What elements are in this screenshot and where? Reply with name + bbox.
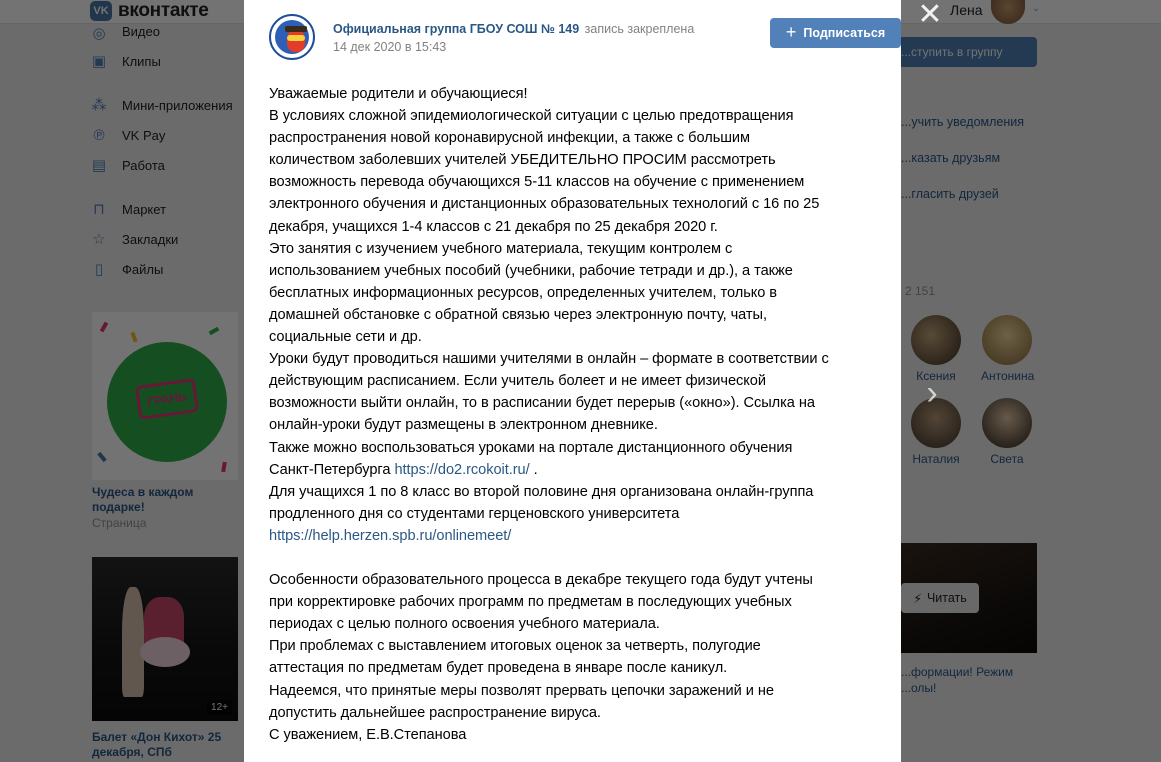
- close-icon[interactable]: ✕: [917, 0, 943, 31]
- post-line: При проблемах с выставлением итоговых оценок за четверть, полугодие: [269, 638, 761, 655]
- post-line: продленного дня со студентами герценовского университета: [269, 505, 680, 522]
- spb-suffix: .: [529, 461, 538, 478]
- post-line: периодах с целью полного освоения учебного материала.: [269, 616, 660, 633]
- post-line: декабря, учащихся 1-4 классов с 21 декабря по 25 декабря 2020 г.: [269, 218, 718, 235]
- post-line: распространения новой коронавирусной инфекции, а также с большим: [269, 130, 750, 147]
- group-emblem: [275, 20, 309, 54]
- subscribe-button[interactable]: [770, 18, 901, 48]
- chevron-right-icon[interactable]: ›: [926, 374, 938, 412]
- post-line: бесплатных информационных ресурсов, определенных учителем, только в: [269, 284, 778, 301]
- post-date[interactable]: 14 дек 2020 в 15:43: [333, 40, 447, 54]
- post-line: использованием учебных пособий (учебники, рабочие тетради и др.), а также: [269, 262, 793, 279]
- post-modal: [244, 0, 901, 762]
- post-line: действующим расписанием. Если учитель болеет и не имеет физической: [269, 373, 766, 390]
- rcokoit-link[interactable]: https://do2.rcokoit.ru/: [394, 461, 530, 478]
- post-line: аттестация по предметам будет проведена в январе после каникул.: [269, 660, 728, 677]
- plus-icon: +: [785, 22, 797, 42]
- post-line: Особенности образовательного процесса в декабре текущего года будут учтены: [269, 572, 813, 589]
- post-line: [269, 459, 879, 481]
- post-line: Для учащихся 1 по 8 класс во второй половине дня организована онлайн-группа: [269, 483, 814, 500]
- blank-line: [269, 547, 879, 569]
- post-line: Также можно воспользоваться уроками на портале дистанционного обучения: [269, 439, 793, 456]
- post-line: количеством заболевших учителей УБЕДИТЕЛЬНО ПРОСИМ рассмотреть: [269, 152, 776, 169]
- post-line: онлайн-уроки будут размещены в электронном дневнике.: [269, 417, 658, 434]
- post-line: возможности выйти онлайн, то в расписании будет перерыв («окно»). Ссылка на: [269, 395, 815, 412]
- spb-prefix: Санкт-Петербурга: [269, 461, 391, 478]
- post-line: допустить дальнейшее распространение вируса.: [269, 704, 601, 721]
- post-line: В условиях сложной эпидемиологической ситуации с целью предотвращения: [269, 108, 794, 125]
- post-line: возможность перевода обучающихся 5-11 классов на обучение с применением: [269, 174, 805, 191]
- post-line: социальные сети и др.: [269, 329, 422, 346]
- herzen-link[interactable]: https://help.herzen.spb.ru/onlinemeet/: [269, 527, 512, 544]
- post-header: [269, 14, 886, 64]
- post-line: Это занятия с изучением учебного материала, текущим контролем с: [269, 240, 733, 257]
- group-name[interactable]: Официальная группа ГБОУ СОШ № 149: [333, 22, 580, 36]
- post-line: [269, 525, 879, 547]
- post-text: [269, 83, 879, 746]
- group-name-link[interactable]: [333, 22, 694, 36]
- post-line: Уроки будут проводиться нашими учителями в онлайн – формате в соответствии с: [269, 351, 829, 368]
- post-line: электронного обучения и дистанционных образовательных технологий с 16 по 25: [269, 196, 820, 213]
- post-signature: С уважением, Е.В.Степанова: [269, 726, 467, 743]
- pinned-label: запись закреплена: [584, 22, 695, 36]
- group-avatar[interactable]: [269, 14, 315, 60]
- subscribe-label: Подписаться: [803, 26, 886, 40]
- post-line: домашней обстановке с обратной связью через электронную почту, чаты,: [269, 306, 767, 323]
- post-line: Надеемся, что принятые меры позволят прервать цепочки заражений и не: [269, 682, 774, 699]
- post-line: при корректировке рабочих программ по предметам в последующих учебных: [269, 594, 792, 611]
- post-line: Уважаемые родители и обучающиеся!: [269, 86, 528, 102]
